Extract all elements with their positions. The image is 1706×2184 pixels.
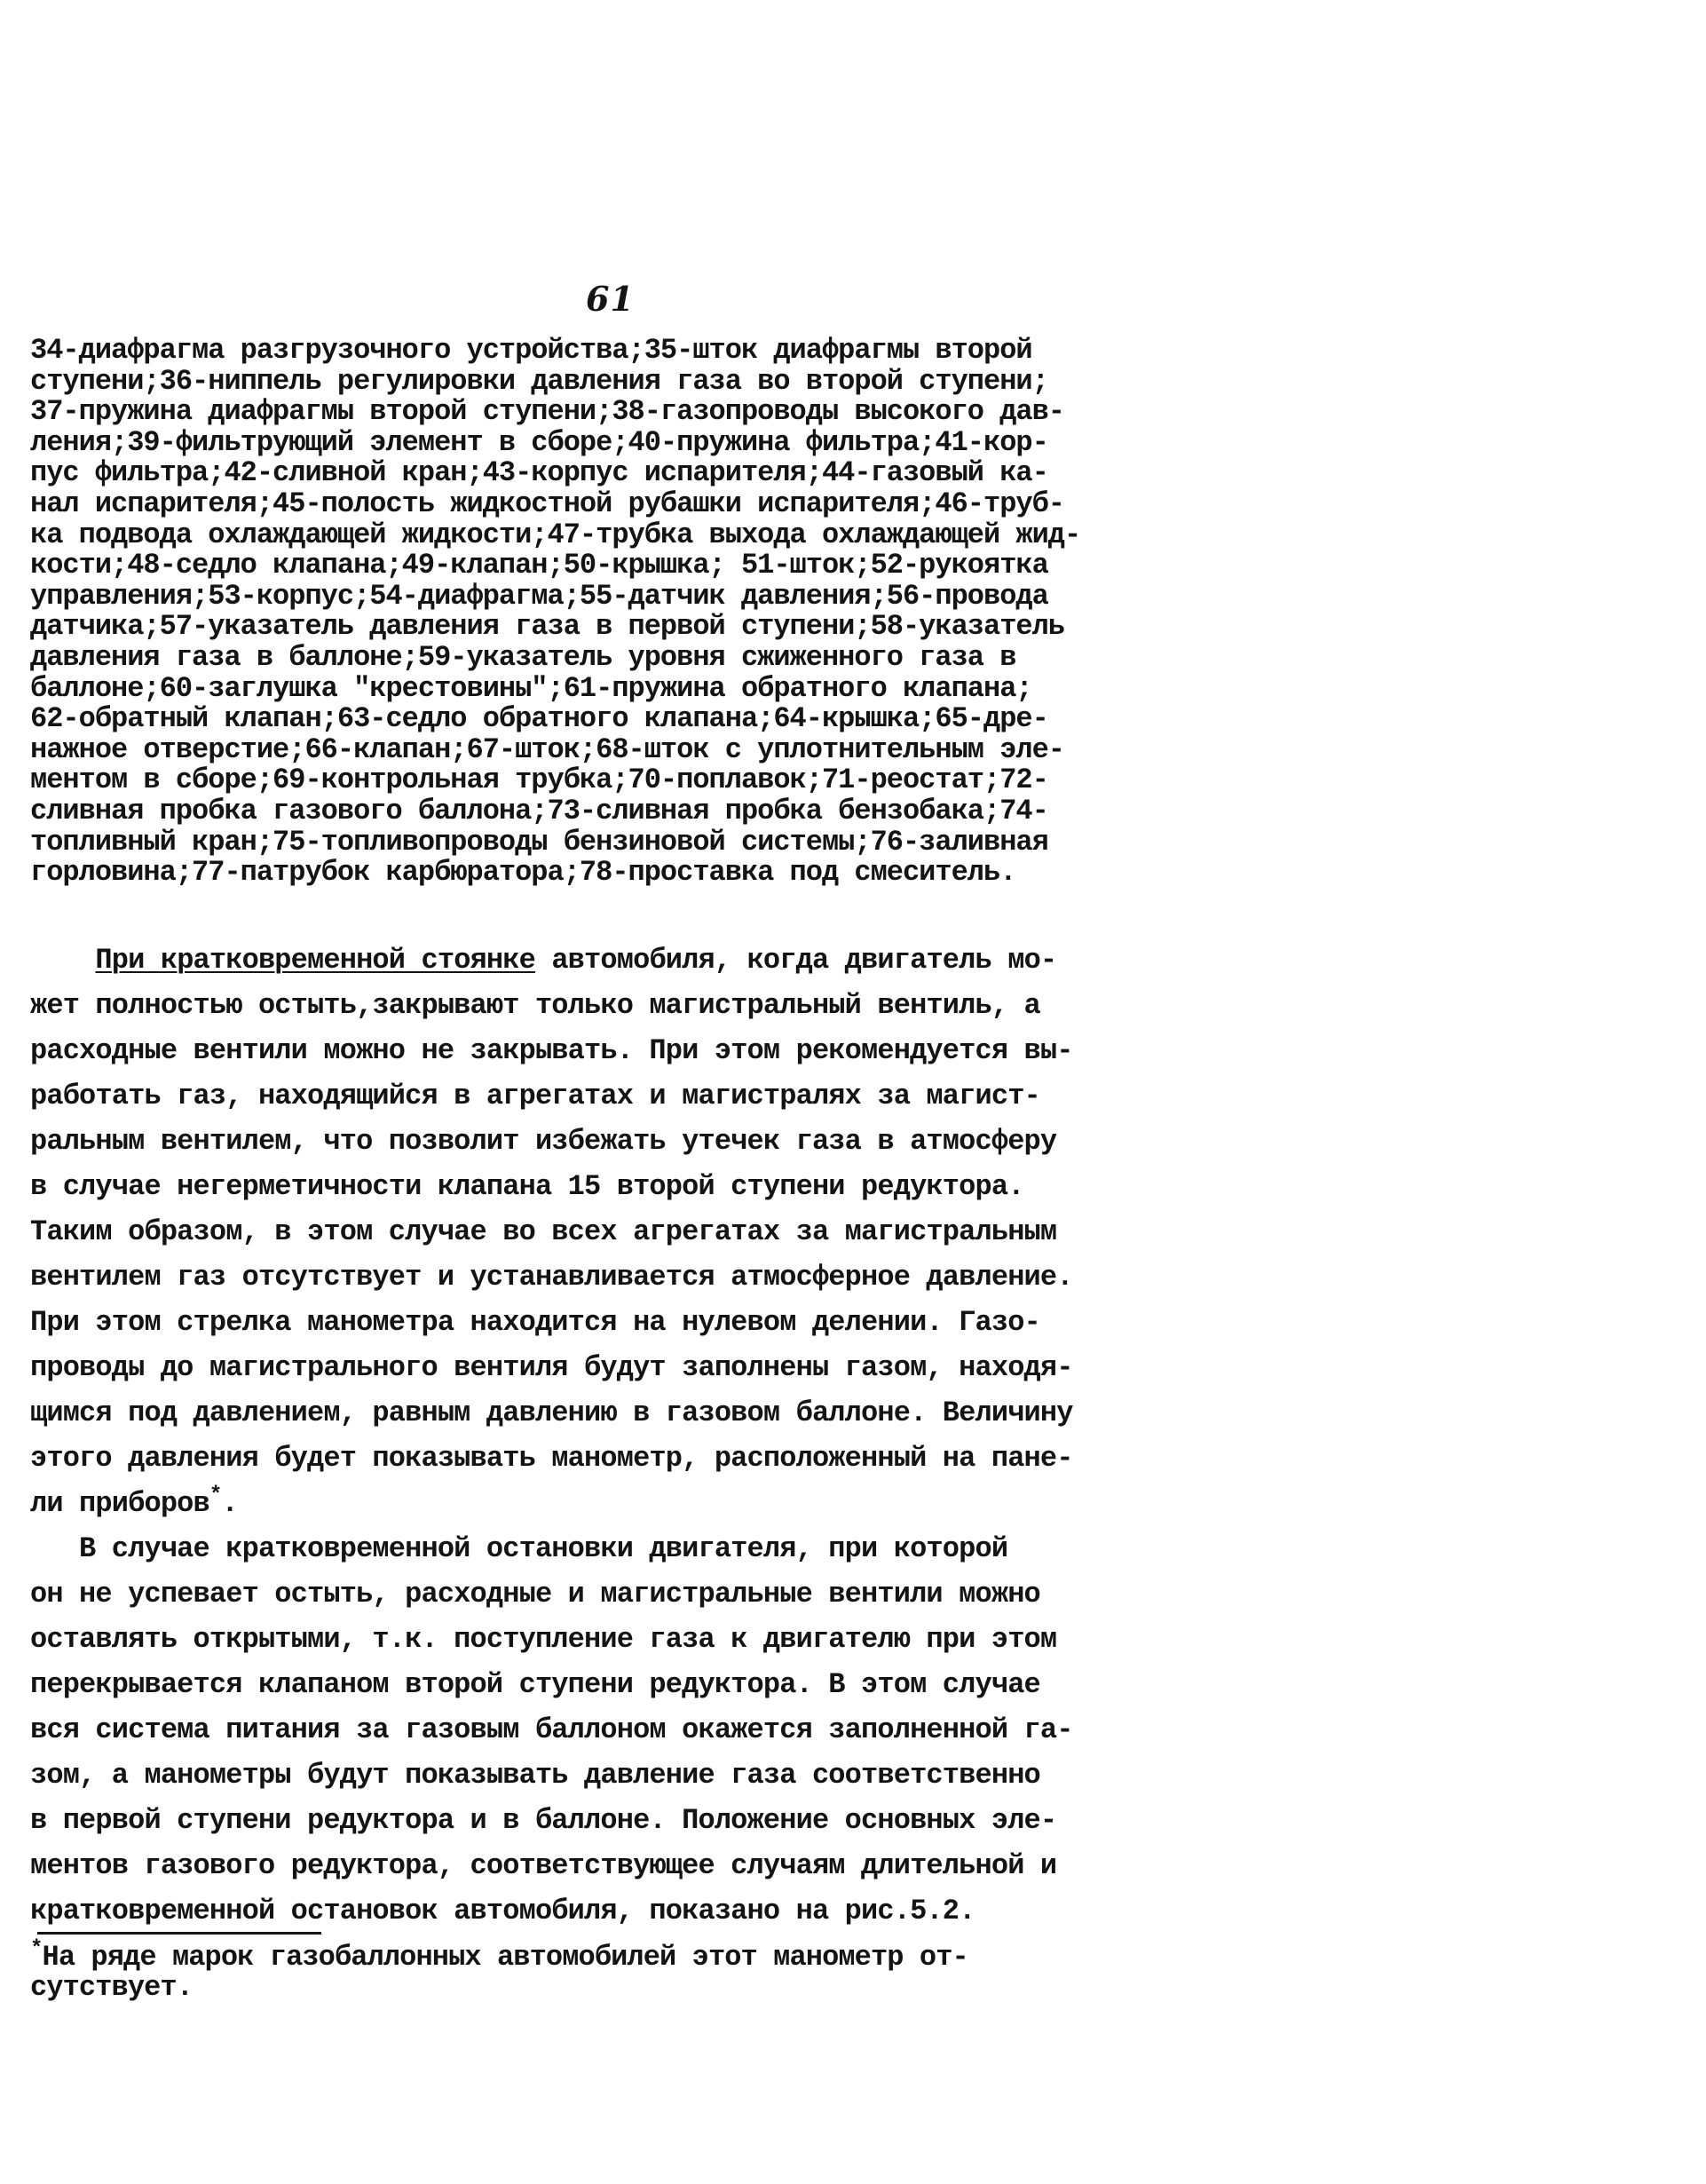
legend-line: ка подвода охлаждающей жидкости;47-трубка выхода охлаждающей жид- — [30, 518, 1081, 551]
paragraph-first-line — [30, 938, 1220, 983]
legend-line: кости;48-седло клапана;49-клапан;50-крышка; 51-шток;52-рукоятка — [30, 549, 1048, 582]
body-line: В случае кратковременной остановки двигателя, при которой — [30, 1532, 1008, 1565]
footnote — [30, 1937, 1220, 2004]
body-line: вентилем газ отсутствует и устанавливается атмосферное давление. — [30, 1261, 1073, 1294]
body-line: жет полностью остыть,закрывают только магистральный вентиль, а — [30, 989, 1040, 1022]
legend-line: ления;39-фильтрующий элемент в сборе;40-пружина фильтра;41-кор- — [30, 425, 1048, 459]
body-line: работать газ, находящийся в агрегатах и магистралях за магист- — [30, 1080, 1040, 1112]
text-run: ли приборов — [30, 1487, 209, 1520]
legend-line: управления;53-корпус;54-диафрагма;55-датчик давления;56-провода — [30, 579, 1048, 613]
body-line: в первой ступени редуктора и в баллоне. Положение основных эле- — [30, 1804, 1057, 1837]
legend-line: баллоне;60-заглушка "крестовины";61-пружина обратного клапана; — [30, 671, 1032, 705]
legend-line: нал испарителя;45-полость жидкостной рубашки испарителя;46-труб- — [30, 487, 1064, 520]
legend-line: горловина;77-патрубок карбюратора;78-проставка под смеситель. — [30, 856, 1016, 890]
body-line: он не успевает остыть, расходные и магистральные вентили можно — [30, 1578, 1040, 1610]
legend-line: ступени;36-ниппель регулировки давления газа во второй ступени; — [30, 364, 1048, 398]
text-run: автомобиля, когда двигатель мо- — [534, 944, 1057, 977]
legend-line: сливная пробка газового баллона;73-сливная пробка бензобака;74- — [30, 794, 1048, 827]
body-line: в случае негерметичности клапана 15 второй ступени редуктора. — [30, 1170, 1024, 1203]
body-line: щимся под давлением, равным давлению в газовом баллоне. Величину — [30, 1397, 1073, 1429]
page-number: 61 — [586, 279, 635, 319]
legend-line: ментом в сборе;69-контрольная трубка;70-поплавок;71-реостат;72- — [30, 764, 1048, 797]
footnote-line — [30, 1937, 1220, 1974]
body-line: этого давления будет показывать манометр, расположенный на пане- — [30, 1442, 1073, 1475]
body-text — [30, 938, 1220, 1934]
body-line: ментов газового редуктора, соответствующее случаям длительной и — [30, 1849, 1057, 1882]
body-line: Таким образом, в этом случае во всех агрегатах за магистральным — [30, 1215, 1057, 1248]
footnote-marker: * — [30, 1937, 43, 1961]
legend-line: топливный кран;75-топливопроводы бензиновой системы;76-заливная — [30, 825, 1048, 859]
legend-line: пус фильтра;42-сливной кран;43-корпус испарителя;44-газовый ка- — [30, 456, 1048, 490]
body-line: При этом стрелка манометра находится на нулевом делении. Газо- — [30, 1306, 1040, 1339]
footnote-line: сутствует. — [30, 1971, 194, 2004]
legend-line: давления газа в баллоне;59-указатель уровня сжиженного газа в — [30, 640, 1016, 674]
body-line: вся система питания за газовым баллоном окажется заполненной га- — [30, 1713, 1073, 1746]
body-line: расходные вентили можно не закрывать. При этом рекомендуется вы- — [30, 1034, 1073, 1067]
legend-line: 34-диафрагма разгрузочного устройства;35-шток диафрагмы второй — [30, 334, 1032, 367]
body-line: зом, а манометры будут показывать давление газа соответственно — [30, 1759, 1040, 1792]
footnote-reference-marker: * — [209, 1484, 222, 1507]
figure-legend — [30, 336, 1220, 889]
legend-line: 37-пружина диафрагмы второй ступени;38-газопроводы высокого дав- — [30, 395, 1064, 429]
text-run: . — [221, 1487, 238, 1520]
legend-line: нажное отверстие;66-клапан;67-шток;68-шток с уплотнительным эле- — [30, 732, 1064, 766]
body-line: оставлять открытыми, т.к. поступление газа к двигателю при этом — [30, 1623, 1057, 1656]
section-heading-underlined: При кратковременной стоянке — [95, 944, 535, 977]
body-line: кратковременной остановок автомобиля, показано на рис.5.2. — [30, 1895, 975, 1927]
body-line-with-footnote-ref — [30, 1481, 1220, 1526]
body-line: ральным вентилем, что позволит избежать утечек газа в атмосферу — [30, 1125, 1057, 1158]
body-line: проводы до магистрального вентиля будут заполнены газом, находя- — [30, 1351, 1073, 1384]
legend-line: датчика;57-указатель давления газа в первой ступени;58-указатель — [30, 610, 1064, 644]
body-line: перекрывается клапаном второй ступени редуктора. В этом случае — [30, 1668, 1040, 1701]
footnote-divider — [37, 1932, 321, 1935]
legend-line: 62-обратный клапан;63-седло обратного клапана;64-крышка;65-дре- — [30, 702, 1048, 736]
footnote-text: На ряде марок газобаллонных автомобилей этот манометр от- — [42, 1941, 968, 1974]
